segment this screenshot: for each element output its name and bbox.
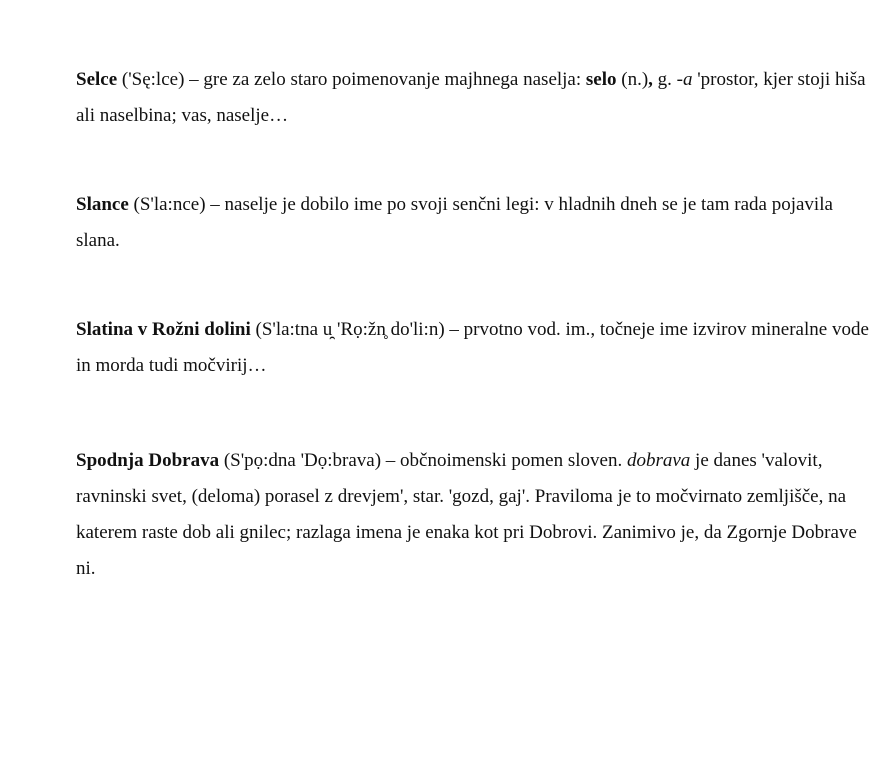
- entry-text: – gre za zelo staro poimenovanje majhnega naselja:: [184, 69, 586, 90]
- entry-text: (S'la:nce) – naselje je dobilo ime po svoji senčni legi: v hladnih dneh se je tam rada pojavila slana.: [76, 194, 833, 251]
- entry-slatina: [76, 312, 876, 384]
- entry-term: Selce: [76, 69, 118, 90]
- entry-selce: [76, 62, 876, 134]
- entry-bold-word: selo: [585, 69, 617, 90]
- entry-spodnja-dobrava: [76, 443, 876, 587]
- entry-text: g. -: [652, 69, 683, 90]
- entry-italic-suffix: a: [683, 69, 693, 90]
- entry-text: (S'pọ:dna 'Dọ:brava) – občnoimenski pomen sloven.: [219, 450, 627, 471]
- entry-term: Spodnja Dobrava: [76, 450, 220, 471]
- entry-slance: [76, 187, 876, 259]
- entry-text: 'prostor, kjer stoji hiša ali naselbina; vas, naselje…: [76, 69, 866, 126]
- entry-pronunciation: ('Sę:lce): [117, 69, 185, 90]
- entry-term: Slatina v Rožni dolini: [76, 319, 251, 340]
- entry-bold-comma: ,: [648, 69, 653, 90]
- entry-text: (n.): [616, 69, 649, 90]
- entry-text: (S'la:tna u̯ 'Rọ:žn̥ do'li:n) – prvotno vod. im., točneje ime izvirov mineralne vode in morda tudi močvirij…: [76, 319, 869, 376]
- entry-term: Slance: [76, 194, 129, 215]
- entry-italic-word: dobrava: [626, 450, 691, 471]
- entry-text: je danes 'valovit, ravninski svet, (deloma) porasel z drevjem', star. 'gozd, gaj'. Praviloma je to močvirnato zemljišče, na katerem raste dob ali gnilec; razlaga imena je enaka kot pri Dobrovi. Zanimivo je, da Zgornje Dobrave ni.: [76, 450, 857, 579]
